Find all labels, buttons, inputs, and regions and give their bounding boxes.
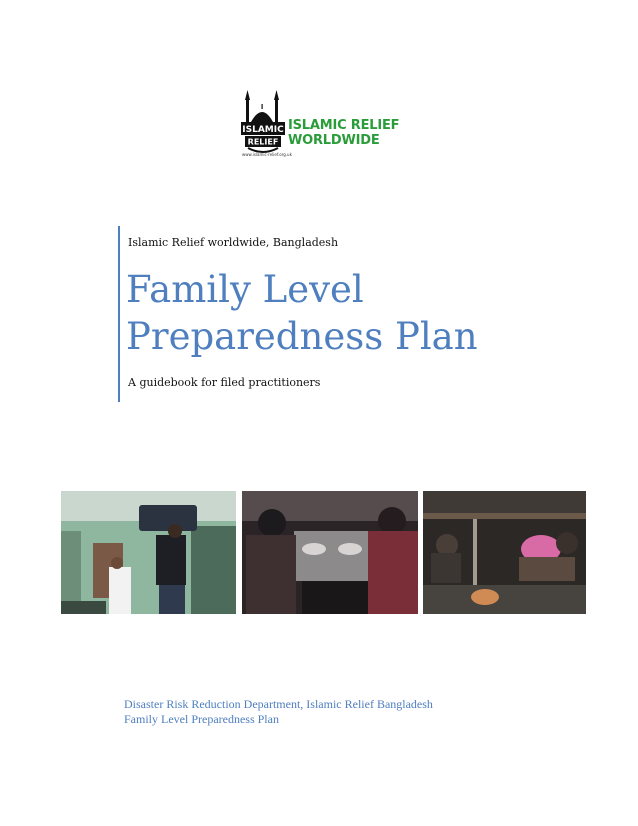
footer <box>124 697 433 727</box>
footer-line-1: Disaster Risk Reduction Department, Islamic Relief Bangladesh <box>124 697 433 711</box>
emblem-text-islamic: ISLAMIC <box>242 125 284 135</box>
organization-line: Islamic Relief worldwide, Bangladesh <box>128 236 339 249</box>
logo-name-line-1: ISLAMIC RELIEF <box>288 118 400 133</box>
islamic-relief-logo <box>240 88 400 160</box>
logo-url: www.islamic-relief.org.uk <box>242 152 292 157</box>
title-line-2: Preparedness Plan <box>126 315 478 358</box>
logo-wordmark <box>288 118 399 148</box>
document-title <box>126 266 478 360</box>
mosque-emblem-icon <box>240 88 286 160</box>
people-sheltering-under-bed-photo <box>423 491 586 614</box>
title-line-1: Family Level <box>126 268 364 311</box>
people-at-stove-photo <box>242 491 418 614</box>
logo-name-line-2: WORLDWIDE <box>288 133 380 148</box>
title-block <box>118 226 478 402</box>
footer-line-2: Family Level Preparedness Plan <box>124 712 279 726</box>
emblem-text-relief: RELIEF <box>247 137 279 147</box>
document-subtitle: A guidebook for filed practitioners <box>128 376 321 389</box>
man-lifting-suitcase-photo <box>61 491 236 614</box>
